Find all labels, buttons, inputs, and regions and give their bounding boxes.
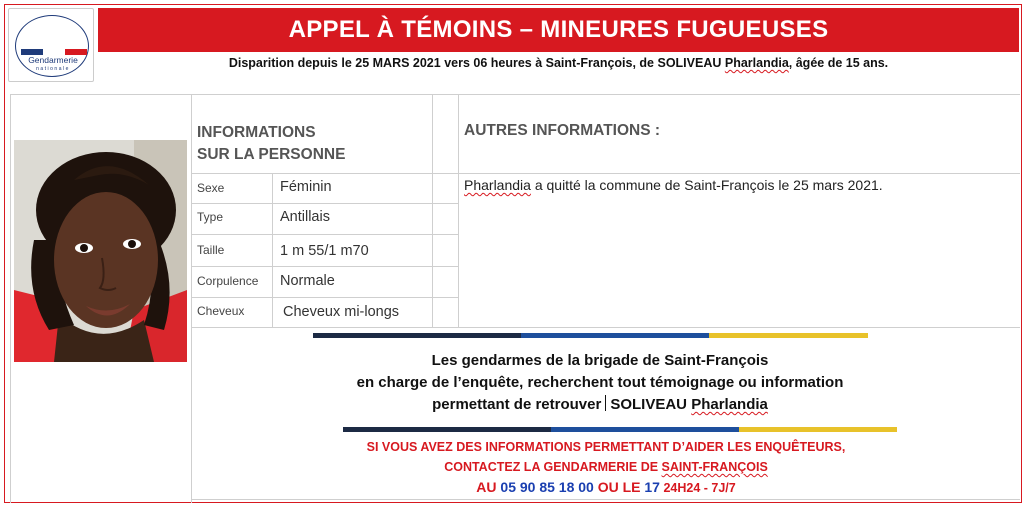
gendarmerie-logo [8,8,94,82]
value-cheveux: Cheveux mi-longs [283,304,400,320]
title-banner [98,8,1019,52]
page-title: APPEL À TÉMOINS – MINEURES FUGUEUSES [288,16,829,43]
text-cursor [605,395,606,411]
col-divider-label [272,173,273,327]
label-cheveux: Cheveux [197,304,245,318]
appeal-line1: Les gendarmes de la brigade de Saint-François [431,352,769,369]
appeal-surname: SOLIVEAU [610,396,692,413]
contact-hours: 24H24 - 7J/7 [659,481,736,495]
label-type: Type [197,210,224,224]
logo-subname: nationale [36,66,70,72]
col-divider-spacer [458,94,459,327]
other-info-name: Pharlandia [464,177,531,193]
label-corpulence: Corpulence [197,274,259,288]
row-divider [191,297,458,298]
other-info-heading: AUTRES INFORMATIONS : [464,122,661,139]
person-info-heading [197,122,345,166]
row-divider [191,203,458,204]
summary-name: Pharlandia [724,56,789,70]
contact-au: AU [476,479,501,495]
appeal-message [300,350,900,416]
emergency-number: 17 [644,479,660,495]
row-divider-header [191,173,1020,174]
portrait-illustration [14,140,187,362]
person-info-heading-line2: SUR LA PERSONNE [197,146,346,163]
label-taille: Taille [197,243,225,257]
contact-line2 [300,457,912,477]
summary-post: , âgée de 15 ans. [788,56,889,70]
other-info-rest: a quitté la commune de Saint-François le 25 mars 2021. [530,177,883,193]
value-taille: 1 m 55/1 m70 [280,243,369,259]
contact-ou-le: OU LE [593,479,645,495]
value-type: Antillais [280,209,330,225]
row-divider [191,266,458,267]
value-sexe: Féminin [280,179,332,195]
person-info-heading-line1: INFORMATIONS [197,124,316,141]
contact-block [300,437,912,498]
table-bottom-border [191,499,1020,500]
table-left-border [10,94,11,503]
missing-person-photo [14,140,187,362]
row-divider-bottom [191,327,1020,328]
other-info-text [464,177,883,193]
logo-name: Gendarmerie [28,55,78,65]
col-divider-value [432,94,433,327]
disappearance-summary [98,56,1019,70]
contact-line3 [300,477,912,498]
contact-place: SAINT-FRANÇOIS [661,460,768,474]
summary-pre: Disparition depuis le 25 MARS 2021 vers 06 heures à Saint-François, de SOLIVEAU [228,56,725,70]
divider-stripe-top [313,333,868,338]
value-corpulence: Normale [280,273,335,289]
row-divider [191,234,458,235]
col-divider-photo [191,94,192,503]
divider-stripe-bottom [343,427,897,432]
contact-line2-pre: CONTACTEZ LA GENDARMERIE DE [444,460,662,474]
appeal-line3-pre: permettant de retrouver [432,396,602,413]
appeal-line3 [300,394,900,416]
phone-number: 05 90 85 18 00 [500,479,594,495]
label-sexe: Sexe [197,181,225,195]
appeal-name: Pharlandia [691,396,768,413]
appeal-line2: en charge de l’enquête, recherchent tout témoignage ou information [356,374,844,391]
table-top-border [10,94,1020,95]
contact-line1: SI VOUS AVEZ DES INFORMATIONS PERMETTANT D’AIDER LES ENQUÊTEURS, [366,440,846,454]
